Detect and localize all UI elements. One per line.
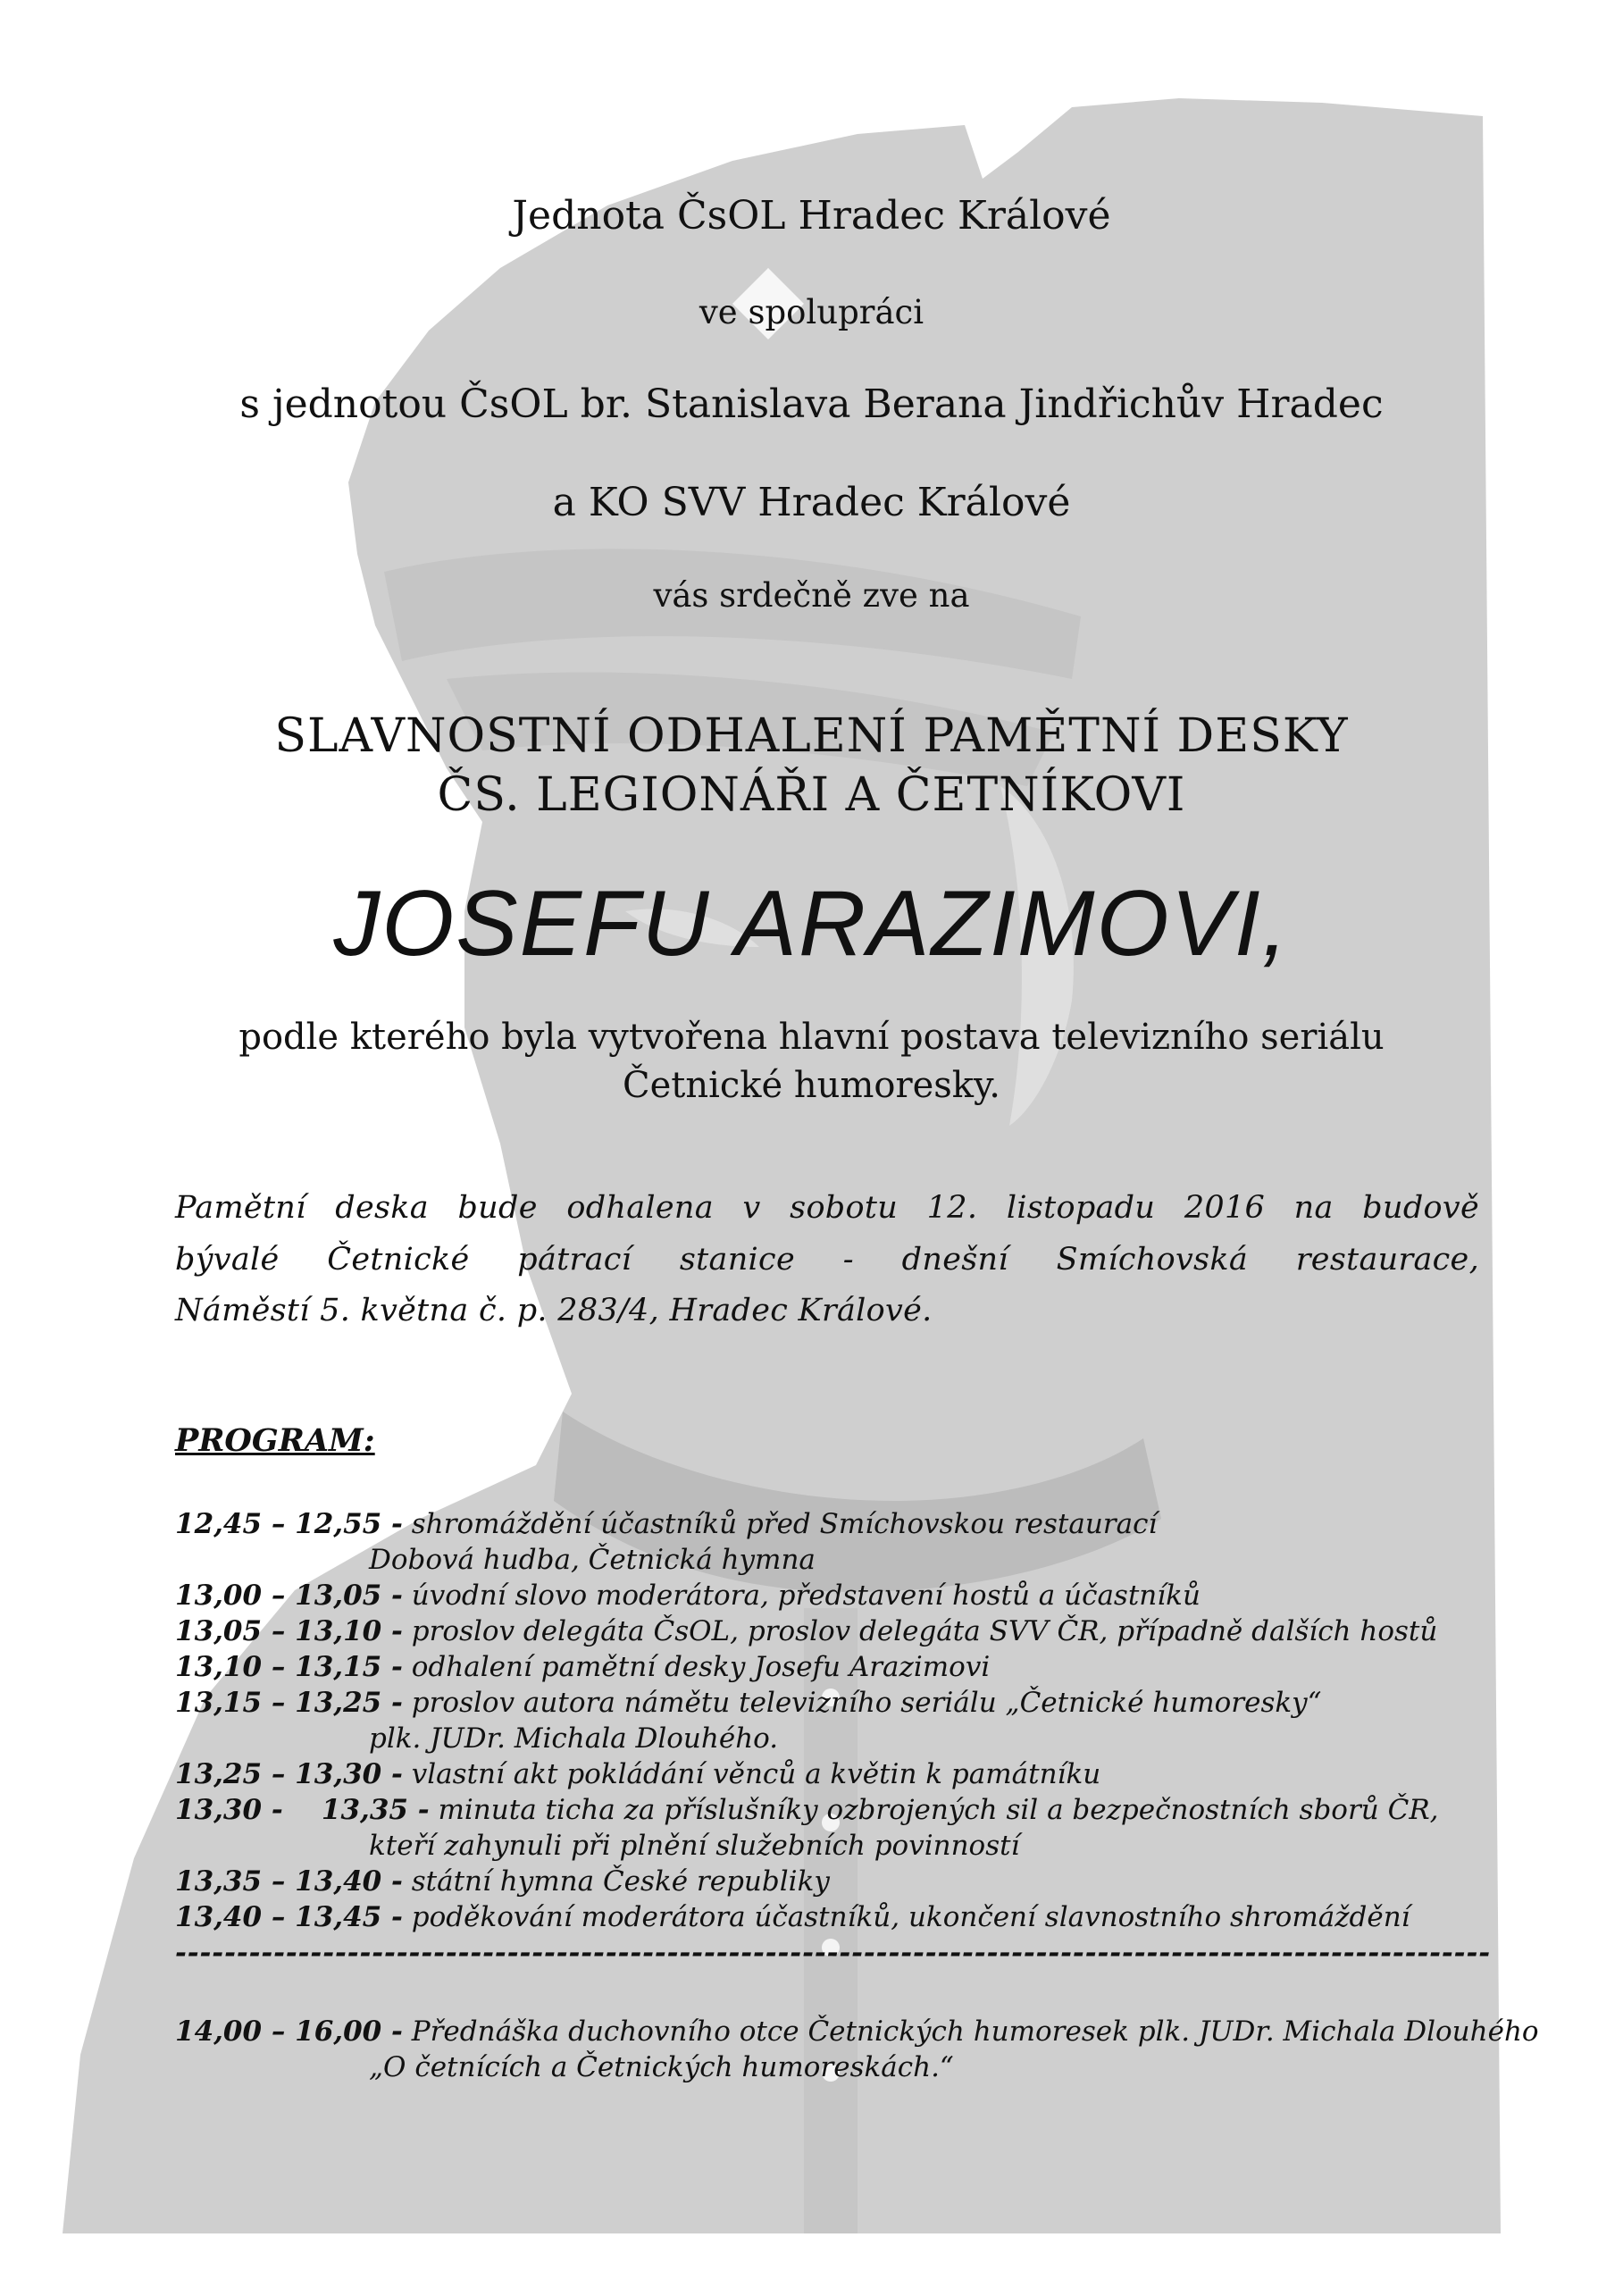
program-item-cont: Dobová hudba, Četnická hymna [369, 1544, 816, 1576]
event-title-line2: ČS. LEGIONÁŘI A ČETNÍKOVI [437, 768, 1186, 822]
program-item [175, 1899, 1410, 1935]
program-text: vlastní akt pokládání věnců a květin k památníku [411, 1758, 1101, 1790]
subtitle-line2: Četnické humoresky. [622, 1065, 1001, 1106]
program-item [175, 1506, 1157, 1542]
program-item [175, 1649, 990, 1685]
cooperation-line: ve spolupráci [699, 293, 924, 331]
honoree-name: JOSEFU ARAZIMOVI, [333, 872, 1290, 976]
lecture-time: 14,00 – 16,00 - [175, 2015, 403, 2048]
program-text: poděkování moderátora účastníků, ukončení slavnostního shromáždění [411, 1901, 1410, 1933]
lecture-item-cont: „O četnících a Četnických humoreskách.“ [369, 2051, 954, 2083]
program-text: úvodní slovo moderátora, představení hostů a účastníků [411, 1580, 1201, 1612]
program-time: 13,35 – 13,40 - [175, 1865, 403, 1898]
invitation-line: vás srdečně zve na [653, 576, 970, 615]
subtitle-line1: podle kterého byla vytvořena hlavní postava televizního seriálu [238, 1017, 1385, 1058]
program-time: 13,05 – 13,10 - [175, 1615, 403, 1647]
separator-line: ----------------------------------------------------------------------------------------------------------- [175, 1937, 1491, 1969]
announcement-line1: Pamětní deska bude odhalena v sobotu 12. listopadu 2016 na budově [175, 1190, 1479, 1226]
program-text: státní hymna České republiky [411, 1865, 830, 1898]
program-text: proslov autora námětu televizního seriálu „Četnické humoresky“ [411, 1687, 1322, 1719]
program-item [175, 1578, 1201, 1613]
program-text: proslov delegáta ČsOL, proslov delegáta SVV ČR, případně dalších hostů [411, 1615, 1438, 1647]
organizer-line: Jednota ČsOL Hradec Králové [512, 193, 1111, 239]
partner-line: s jednotou ČsOL br. Stanislava Berana Jindřichův Hradec [239, 381, 1384, 427]
program-time: 13,00 – 13,05 - [175, 1580, 403, 1612]
program-item [175, 1685, 1322, 1721]
program-time: 13,40 – 13,45 - [175, 1901, 403, 1933]
program-text: odhalení pamětní desky Josefu Arazimovi [411, 1651, 991, 1683]
program-item [175, 1756, 1100, 1792]
lecture-text: Přednáška duchovního otce Četnických humoresek plk. JUDr. Michala Dlouhého [411, 2015, 1539, 2048]
program-item-cont: plk. JUDr. Michala Dlouhého. [369, 1722, 779, 1755]
program-text: shromáždění účastníků před Smíchovskou restaurací [411, 1508, 1158, 1540]
announcement-line2: bývalé Četnické pátrací stanice - dnešní Smíchovská restaurace, [175, 1242, 1479, 1278]
announcement-line3: Náměstí 5. května č. p. 283/4, Hradec Králové. [175, 1293, 933, 1328]
program-time: 13,30 - 13,35 - [175, 1794, 430, 1826]
lecture-item [175, 2014, 1539, 2049]
program-item [175, 1613, 1437, 1649]
program-heading: PROGRAM: [175, 1422, 375, 1459]
program-text: minuta ticha za příslušníky ozbrojených sil a bezpečnostních sborů ČR, [438, 1794, 1439, 1826]
event-title-line1: SLAVNOSTNÍ ODHALENÍ PAMĚTNÍ DESKY [274, 709, 1349, 763]
program-time: 13,10 – 13,15 - [175, 1651, 403, 1683]
program-time: 12,45 – 12,55 - [175, 1508, 403, 1540]
program-time: 13,25 – 13,30 - [175, 1758, 403, 1790]
program-item [175, 1792, 1439, 1828]
program-item [175, 1864, 830, 1899]
partner2-line: a KO SVV Hradec Králové [552, 480, 1071, 525]
program-time: 13,15 – 13,25 - [175, 1687, 403, 1719]
program-item-cont: kteří zahynuli při plnění služebních povinností [369, 1830, 1020, 1862]
